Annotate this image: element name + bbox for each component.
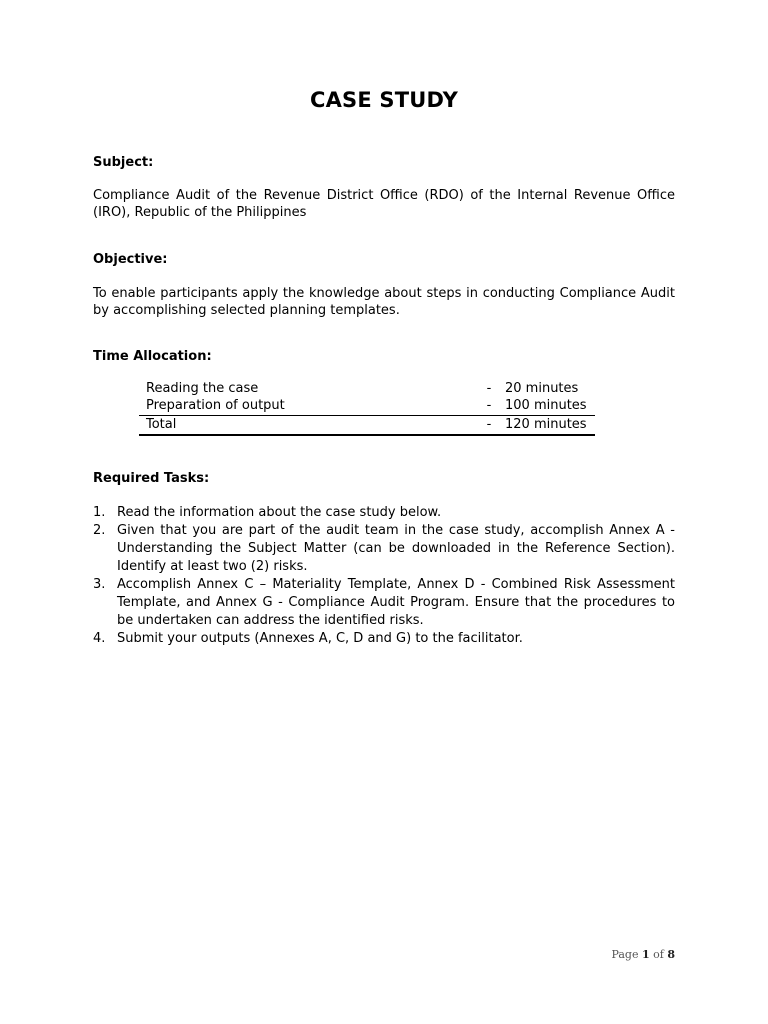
time-value: 100 minutes xyxy=(505,398,587,413)
table-row xyxy=(139,398,595,416)
page-word: Page xyxy=(611,948,639,961)
time-value: 20 minutes xyxy=(505,381,579,396)
total-row xyxy=(139,416,595,436)
page-title: CASE STUDY xyxy=(309,88,459,112)
current-page: 1 xyxy=(641,948,650,961)
task-text: Given that you are part of the audit team in the case study, accomplish Annex A - Understanding the Subject Matter (can be downloaded in the Reference Section). Identify at least two (2) risks. xyxy=(117,523,675,574)
objective-text: To enable participants apply the knowledge about steps in conducting Compliance Audit by accomplishing selected planning templates. xyxy=(93,286,675,318)
time-allocation-heading: Time Allocation: xyxy=(93,349,212,364)
table-row xyxy=(139,381,595,398)
time-allocation-table xyxy=(139,381,595,436)
list-item xyxy=(93,504,675,522)
of-word: of xyxy=(653,948,664,961)
list-item xyxy=(93,576,675,630)
list-item xyxy=(93,630,675,648)
time-label: Reading the case xyxy=(146,381,259,396)
total-pages: 8 xyxy=(667,948,675,961)
time-dash: - xyxy=(486,381,492,396)
required-tasks-heading: Required Tasks: xyxy=(93,471,210,486)
task-list xyxy=(93,504,675,648)
task-text: Accomplish Annex C – Materiality Template, Annex D - Combined Risk Assessment Template, and Annex G - Compliance Audit Program. Ensure that the procedures to be undertaken can address the identified risks. xyxy=(117,577,675,628)
task-number: 4. xyxy=(93,631,106,646)
total-dash: - xyxy=(479,416,499,436)
task-number: 2. xyxy=(93,523,106,538)
time-label: Preparation of output xyxy=(146,398,285,413)
total-value: 120 minutes xyxy=(499,416,595,436)
task-text: Submit your outputs (Annexes A, C, D and G) to the facilitator. xyxy=(117,631,523,646)
page-number xyxy=(611,948,675,961)
task-text: Read the information about the case study below. xyxy=(117,505,442,520)
task-number: 3. xyxy=(93,577,106,592)
total-label: Total xyxy=(139,416,479,436)
subject-text: Compliance Audit of the Revenue District Office (RDO) of the Internal Revenue Office (IRO), Republic of the Philippines xyxy=(93,188,675,220)
list-item xyxy=(93,522,675,576)
objective-heading: Objective: xyxy=(93,252,168,267)
subject-heading: Subject: xyxy=(93,155,154,170)
task-number: 1. xyxy=(93,505,106,520)
time-dash: - xyxy=(486,398,492,413)
